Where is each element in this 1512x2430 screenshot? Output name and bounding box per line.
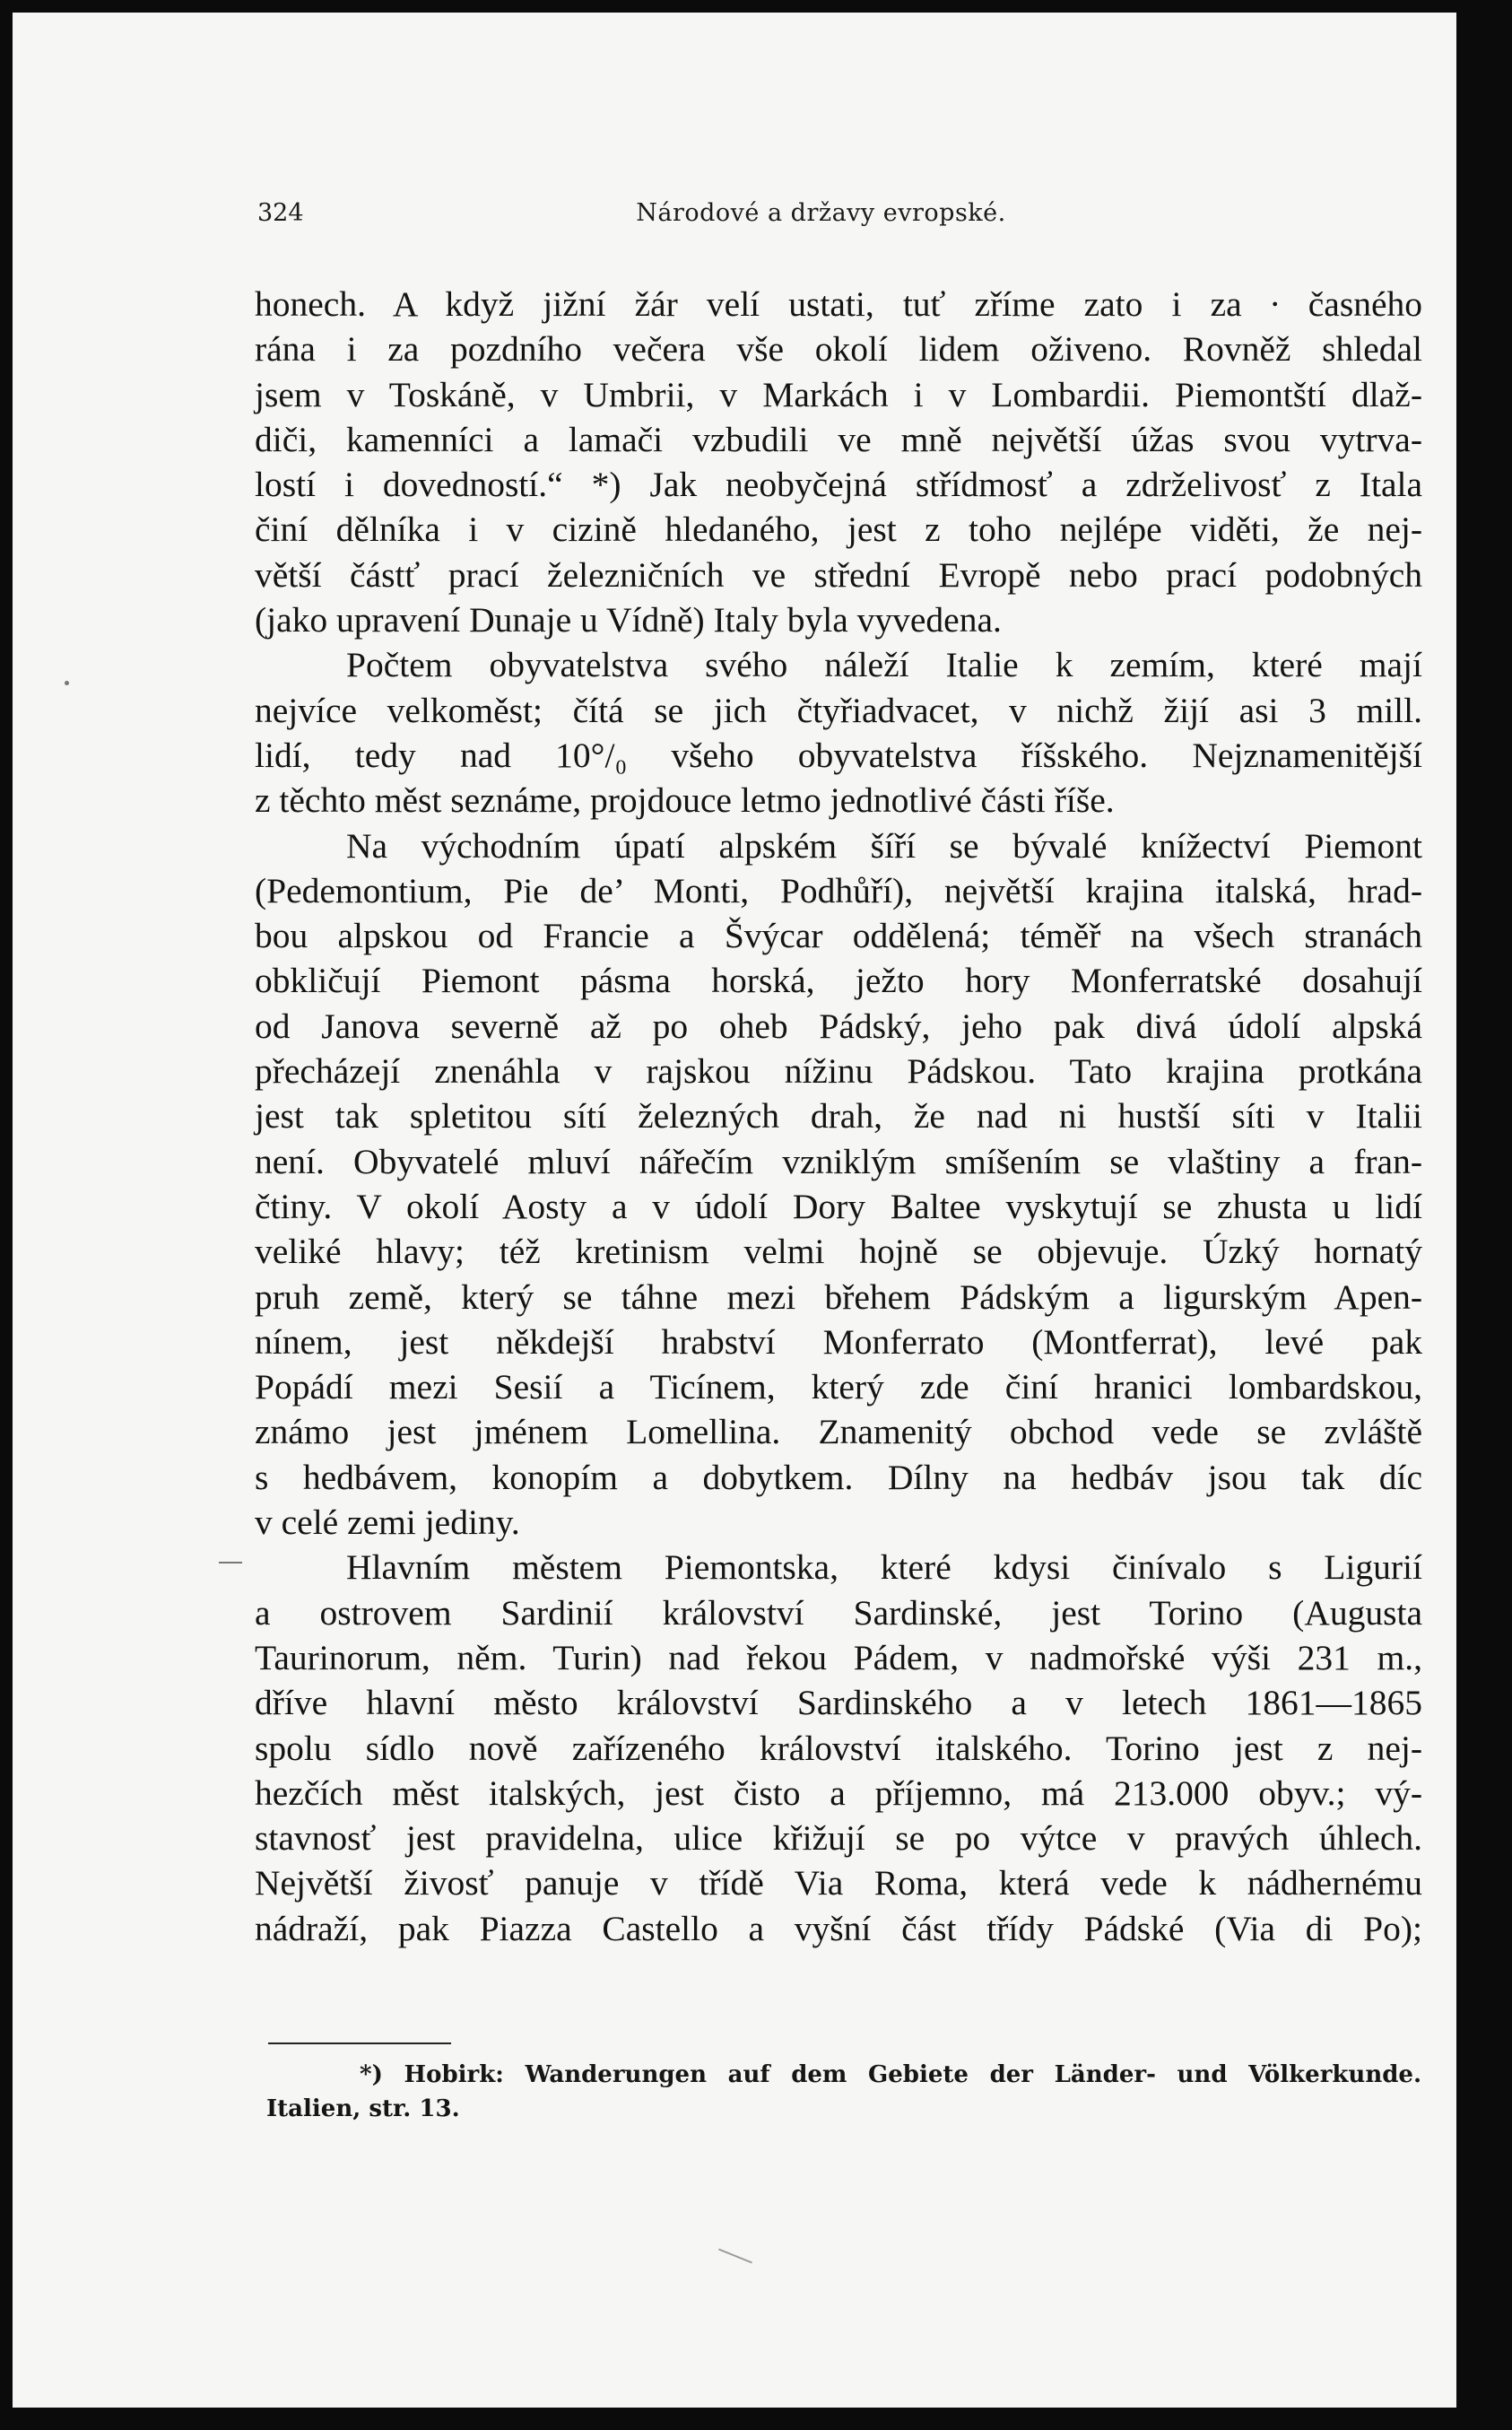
text-line: nejvíce velkoměst; čítá se jich čtyřiadvacet, v nichž žijí asi 3 mill. <box>255 690 1422 730</box>
text-line: (Pedemontium, Pie de’ Monti, Podhůří), největší krajina italská, hrad- <box>255 870 1422 910</box>
text-line: nádraží, pak Piazza Castello a vyšní část třídy Pádské (Via di Po); <box>255 1908 1422 1948</box>
paragraph-4 <box>255 1545 1422 1951</box>
scan-mark <box>718 2249 752 2264</box>
text-line: s hedbávem, konopím a dobytkem. Dílny na hedbáv jsou tak díc <box>255 1457 1422 1497</box>
text-line: diči, kamenníci a lamači vzbudili ve mně největší úžas svou vytrva- <box>255 419 1422 459</box>
text-line: v celé zemi jediny. <box>255 1502 520 1543</box>
text-line: stavnosť jest pravidelna, ulice křižují se po výtce v pravých úhlech. <box>255 1818 1422 1859</box>
footnote-line: Italien, str. 13. <box>266 2095 460 2122</box>
text-line: Taurinorum, něm. Turin) nad řekou Pádem, v nadmořské výši 231 m., <box>255 1637 1422 1677</box>
text-line: od Janova severně až po oheb Pádský, jeho pak divá údolí alpská <box>255 1006 1422 1046</box>
footnote <box>266 2058 1421 2126</box>
scanned-page <box>13 13 1456 2408</box>
text-line: obkličují Piemont pásma horská, ježto hory Monferratské dosahují <box>255 961 1422 1001</box>
paragraph-1 <box>255 282 1422 642</box>
text-line: bou alpskou od Francie a Švýcar oddělená; téměř na všech stranách <box>255 916 1422 956</box>
text-line: Počtem obyvatelstva svého náleží Italie k zemím, které mají <box>346 645 1422 685</box>
body-text <box>255 282 1422 1951</box>
text-line: lidí, tedy nad 10°/₀ všeho obyvatelstva říšského. Nejznamenitější <box>255 735 1422 775</box>
scan-mark <box>65 681 69 685</box>
text-line: není. Obyvatelé mluví nářečím vzniklým smíšením se vlaštiny a fran- <box>255 1141 1422 1181</box>
text-line: (jako upravení Dunaje u Vídně) Italy byla vyvedena. <box>255 600 1002 640</box>
footnote-line: *) Hobirk: Wanderungen auf dem Gebiete der Länder- und Völkerkunde. <box>360 2061 1421 2088</box>
text-line: Hlavním městem Piemontska, které kdysi činívalo s Ligurií <box>346 1547 1422 1588</box>
text-line: z těchto měst seznáme, projdouce letmo jednotlivé části říše. <box>255 780 1115 821</box>
text-line: čtiny. V okolí Aosty a v údolí Dory Baltee vyskytují se zhusta u lidí <box>255 1186 1422 1226</box>
text-line: jest tak spletitou sítí železných drah, že nad ni hustší síti v Italii <box>255 1096 1422 1137</box>
scan-mark <box>219 1562 242 1563</box>
text-line: známo jest jménem Lomellina. Znamenitý obchod vede se zvláště <box>255 1412 1422 1452</box>
running-title: Národové a državy evropské. <box>636 199 1006 227</box>
text-line: nínem, jest někdejší hrabství Monferrato (Montferrat), levé pak <box>255 1321 1422 1362</box>
text-line: Největší živosť panuje v třídě Via Roma, která vede k nádhernému <box>255 1863 1422 1903</box>
text-line: rána i za pozdního večera vše okolí lidem oživeno. Rovněž shledal <box>255 329 1422 370</box>
text-line: spolu sídlo nově zařízeného království italského. Torino jest z nej- <box>255 1728 1422 1768</box>
footnote-rule <box>268 2042 451 2044</box>
text-line: větší částť prací železničních ve střední Evropě nebo prací podobných <box>255 554 1422 595</box>
text-line: dříve hlavní město království Sardinského a v letech 1861—1865 <box>255 1683 1422 1723</box>
text-line: hezčích měst italských, jest čisto a příjemno, má 213.000 obyv.; vý- <box>255 1772 1422 1813</box>
text-line: jsem v Toskáně, v Umbrii, v Markách i v Lombardii. Piemontští dlaž- <box>255 374 1422 414</box>
page-number: 324 <box>257 199 304 227</box>
text-line: lostí i dovedností.“ *) Jak neobyčejná střídmosť a zdrželivosť z Itala <box>255 465 1422 505</box>
text-line: a ostrovem Sardinií království Sardinské, jest Torino (Augusta <box>255 1592 1422 1633</box>
text-line: honech. A když jižní žár velí ustati, tuť zříme zato i za ∙ časného <box>255 284 1422 324</box>
text-line: činí dělníka i v cizině hledaného, jest z toho nejlépe viděti, že nej- <box>255 510 1422 550</box>
running-header <box>257 199 1385 235</box>
paragraph-2 <box>255 642 1422 823</box>
text-line: Na východním úpatí alpském šíří se bývalé knížectví Piemont <box>346 825 1422 866</box>
text-line: Popádí mezi Sesií a Ticínem, který zde činí hranici lombardskou, <box>255 1367 1422 1407</box>
text-line: přecházejí znenáhla v rajskou nížinu Pádskou. Tato krajina protkána <box>255 1051 1422 1092</box>
text-line: veliké hlavy; též kretinism velmi hojně se objevuje. Úzký hornatý <box>255 1232 1422 1272</box>
paragraph-3 <box>255 823 1422 1546</box>
text-line: pruh země, který se táhne mezi břehem Pádským a ligurským Apen- <box>255 1276 1422 1317</box>
